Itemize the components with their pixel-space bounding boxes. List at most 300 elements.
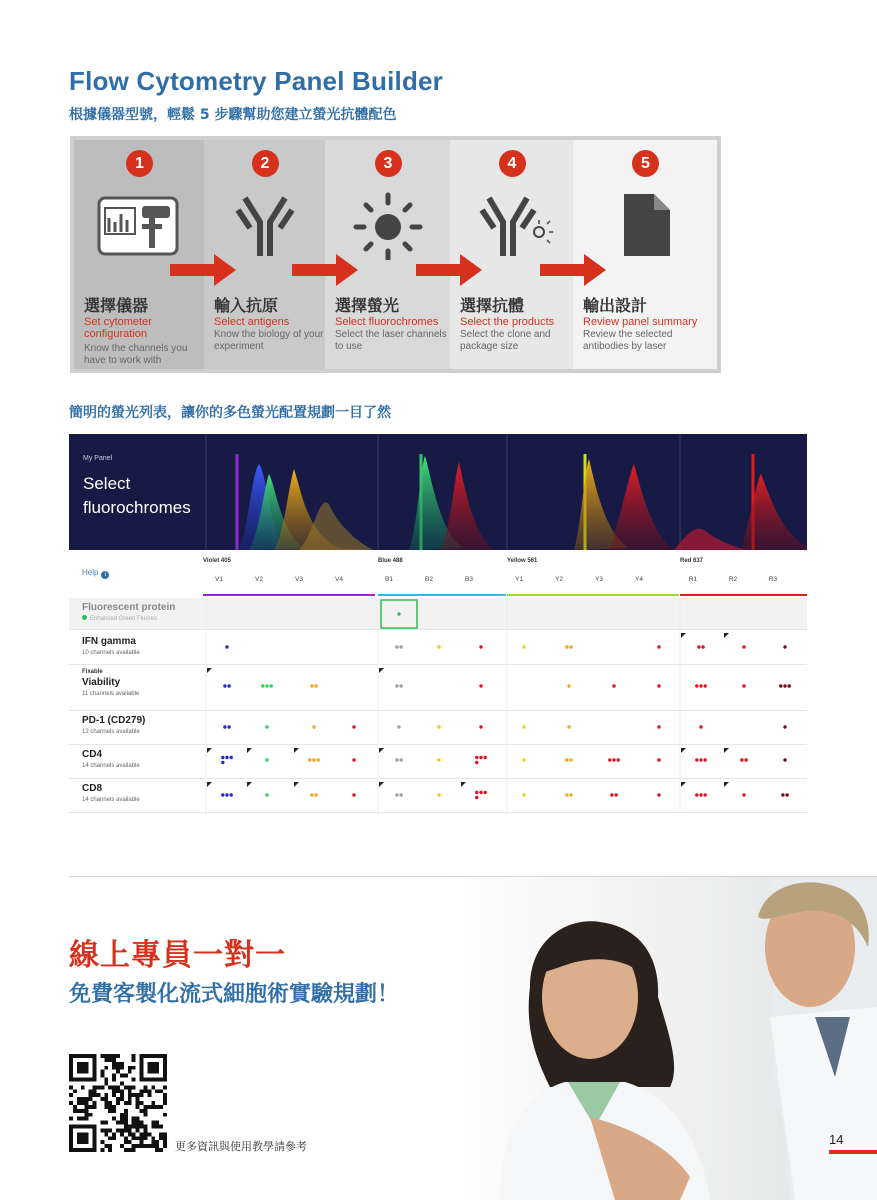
qr-module [77,1132,89,1144]
availability-dot[interactable] [565,793,568,796]
availability-dot[interactable] [479,725,482,728]
qr-module [116,1101,120,1105]
corner-flag-icon [379,748,384,753]
qr-module [140,1125,144,1129]
steps-strip [70,136,721,373]
step-number: 4 [499,150,526,177]
qr-module [77,1101,81,1105]
qr-module [163,1140,167,1144]
qr-module [143,1089,147,1093]
row-prefix: Fixable [82,669,103,675]
availability-dot[interactable] [779,684,782,687]
availability-dot[interactable] [395,758,398,761]
qr-module [85,1101,89,1105]
channel-label[interactable]: V4 [335,576,343,583]
qr-module [112,1074,116,1078]
availability-dot[interactable] [314,684,317,687]
qr-module [124,1101,128,1105]
availability-dot[interactable] [657,645,660,648]
channel-label[interactable]: B2 [425,576,433,583]
qr-module [151,1121,155,1125]
step-desc: Know the biology of your experiment [214,329,324,352]
row-name: CD4 [82,749,103,760]
channel-label[interactable]: R1 [688,576,698,583]
availability-dot[interactable] [742,645,745,648]
qr-module [151,1105,155,1109]
step-desc: Know the channels you have to work with [84,343,188,366]
step-number: 3 [375,150,402,177]
qr-module [147,1089,151,1093]
qr-module [143,1132,147,1136]
row-sub: 11 channels available [82,691,140,697]
qr-module [112,1078,116,1082]
qr-module [159,1089,163,1093]
qr-module [108,1054,112,1058]
qr-module [89,1093,93,1097]
qr-module [128,1097,132,1101]
availability-dot[interactable] [484,791,487,794]
qr-module [96,1093,100,1097]
availability-dot[interactable] [352,793,355,796]
qr-module [85,1117,89,1121]
qr-module [112,1093,116,1097]
availability-dot[interactable] [270,684,273,687]
qr-module [100,1070,104,1074]
qr-module [81,1117,85,1121]
qr-module [69,1085,73,1089]
corner-flag-icon [294,748,299,753]
qr-module [128,1089,132,1093]
qr-module [100,1097,104,1101]
info-icon: i [101,571,109,579]
qr-module [73,1105,77,1109]
step-number: 2 [252,150,279,177]
antibody-light-icon [467,190,557,260]
availability-dot[interactable] [783,758,786,761]
availability-dot[interactable] [479,645,482,648]
qr-module [140,1144,144,1148]
qr-module [112,1066,116,1070]
qr-module [155,1148,159,1152]
availability-dot[interactable] [399,758,402,761]
channel-label[interactable]: B1 [385,576,393,583]
availability-dot[interactable] [522,725,525,728]
availability-dot[interactable] [484,756,487,759]
availability-dot[interactable] [783,725,786,728]
qr-module [100,1074,104,1078]
availability-dot[interactable] [479,684,482,687]
qr-module [136,1121,140,1125]
availability-dot[interactable] [399,645,402,648]
availability-dot[interactable] [230,793,233,796]
step-title-en: Select fluorochromes [335,316,439,328]
step-desc: Review the selected antibodies by laser [583,329,673,352]
qr-module [140,1132,144,1136]
qr-module [124,1121,128,1125]
qr-module [136,1128,140,1132]
availability-dot[interactable] [223,684,226,687]
availability-dot[interactable] [352,758,355,761]
corner-flag-icon [724,782,729,787]
availability-dot[interactable] [230,756,233,759]
availability-dot[interactable] [612,758,615,761]
availability-dot[interactable] [699,684,702,687]
qr-module [143,1136,147,1140]
qr-module [108,1109,112,1113]
availability-dot[interactable] [569,793,572,796]
qr-module [108,1128,112,1132]
qr-module [128,1070,132,1074]
availability-dot[interactable] [352,725,355,728]
availability-dot[interactable] [788,684,791,687]
qr-module [120,1089,124,1093]
qr-module [124,1136,128,1140]
row-name: Viability [82,677,121,688]
availability-dot[interactable] [221,756,224,759]
qr-module [163,1097,167,1101]
availability-dot[interactable] [475,756,478,759]
qr-module [69,1093,73,1097]
step-desc: Select the laser channels to use [335,329,447,352]
availability-dot[interactable] [783,684,786,687]
corner-flag-icon [294,782,299,787]
qr-module [77,1062,89,1074]
availability-dot[interactable] [395,793,398,796]
qr-module [155,1144,159,1148]
qr-module [124,1113,128,1117]
channel-label[interactable]: Y3 [595,576,603,583]
availability-dot[interactable] [312,725,315,728]
channel-label[interactable]: V3 [295,576,303,583]
availability-dot[interactable] [565,758,568,761]
qr-module [112,1105,116,1109]
corner-flag-icon [681,782,686,787]
qr-module [124,1140,128,1144]
availability-dot[interactable] [475,791,478,794]
availability-dot[interactable] [308,758,311,761]
availability-dot[interactable] [657,793,660,796]
qr-module [151,1136,155,1140]
availability-dot[interactable] [265,725,268,728]
availability-dot[interactable] [701,645,704,648]
qr-module [143,1109,147,1113]
qr-module [89,1089,93,1093]
corner-flag-icon [461,782,466,787]
availability-dot[interactable] [699,793,702,796]
qr-module [77,1117,81,1121]
qr-module [104,1054,108,1058]
qr-module [151,1140,155,1144]
qr-module [81,1101,85,1105]
availability-dot[interactable] [522,645,525,648]
step-number: 1 [126,150,153,177]
qr-module [147,1144,151,1148]
availability-dot[interactable] [225,756,228,759]
qr-module [112,1054,116,1058]
availability-dot[interactable] [437,793,440,796]
availability-dot[interactable] [565,645,568,648]
laser-name: Violet 405 [203,558,231,564]
availability-dot[interactable] [221,793,224,796]
qr-caption: 更多資訊與使用教學請參考 [175,1140,307,1153]
qr-module [132,1066,136,1070]
qr-module [108,1105,112,1109]
qr-module [93,1105,97,1109]
qr-module [155,1121,159,1125]
step-title-en: Set cytometer configuration [84,316,152,340]
qr-module [132,1132,136,1136]
qr-module [77,1109,81,1113]
step-desc: Select the clone and package size [460,329,551,352]
qr-module [100,1121,104,1125]
qr-module [140,1089,144,1093]
qr-module [85,1113,89,1117]
availability-dot[interactable] [781,793,784,796]
corner-flag-icon [379,782,384,787]
qr-module [93,1093,97,1097]
channel-label[interactable]: Y2 [555,576,563,583]
availability-dot[interactable] [475,796,478,799]
availability-dot[interactable] [261,684,264,687]
qr-module [163,1093,167,1097]
qr-module [85,1105,89,1109]
page-subtitle: 根據儀器型號，輕鬆 5 步驟幫助您建立螢光抗體配色 [69,107,397,123]
step-title-en: Select the products [460,316,555,328]
availability-dot[interactable] [657,758,660,761]
row-sub: 14 channels available [82,797,140,803]
qr-module [163,1101,167,1105]
availability-dot[interactable] [479,756,482,759]
qr-module [96,1085,100,1089]
availability-dot[interactable] [740,758,743,761]
availability-dot[interactable] [569,645,572,648]
qr-module [132,1078,136,1082]
availability-dot[interactable] [704,758,707,761]
availability-dot[interactable] [225,793,228,796]
availability-dot[interactable] [704,684,707,687]
qr-module [147,1062,159,1074]
my-panel-label: My Panel [83,455,113,462]
qr-module [147,1093,151,1097]
availability-dot[interactable] [265,758,268,761]
sun-icon [343,190,433,260]
qr-module [163,1132,167,1136]
availability-dot[interactable] [695,684,698,687]
availability-dot[interactable] [742,793,745,796]
qr-module [104,1097,108,1101]
qr-module [140,1140,144,1144]
availability-dot[interactable] [610,793,613,796]
qr-module [132,1121,136,1125]
availability-dot[interactable] [225,645,228,648]
qr-module [155,1125,159,1129]
availability-dot[interactable] [479,791,482,794]
qr-module [159,1132,163,1136]
help-label: Help [82,568,99,577]
qr-module [120,1066,124,1070]
availability-dot[interactable] [697,645,700,648]
availability-dot[interactable] [617,758,620,761]
channel-label[interactable]: R2 [728,576,738,583]
qr-module [128,1101,132,1105]
qr-module [104,1128,108,1132]
row-name: Fluorescent protein [82,602,176,613]
qr-module [112,1117,116,1121]
qr-module [104,1058,108,1062]
qr-module [143,1125,147,1129]
availability-dot[interactable] [265,793,268,796]
step-title-en: Review panel summary [583,316,698,328]
qr-module [132,1144,136,1148]
availability-dot[interactable] [699,725,702,728]
availability-dot[interactable] [783,645,786,648]
corner-flag-icon [207,782,212,787]
qr-module [120,1117,124,1121]
qr-module [147,1132,151,1136]
channel-label[interactable]: B3 [465,576,473,583]
availability-dot[interactable] [567,725,570,728]
channel-label[interactable]: V2 [255,576,263,583]
qr-module [116,1128,120,1132]
availability-dot[interactable] [310,684,313,687]
availability-dot[interactable] [314,793,317,796]
qr-code[interactable] [69,1054,167,1152]
qr-module [163,1113,167,1117]
availability-dot[interactable] [317,758,320,761]
availability-dot[interactable] [437,725,440,728]
qr-module [159,1148,163,1152]
qr-module [104,1121,108,1125]
channel-label[interactable]: V1 [215,576,223,583]
availability-dot[interactable] [395,684,398,687]
qr-module [163,1085,167,1089]
qr-module [143,1085,147,1089]
qr-module [73,1109,77,1113]
qr-module [136,1093,140,1097]
availability-dot[interactable] [399,793,402,796]
qr-module [120,1093,124,1097]
availability-dot[interactable] [397,612,400,615]
arrow-icon [416,252,484,288]
availability-dot[interactable] [612,684,615,687]
availability-dot[interactable] [614,793,617,796]
corner-flag-icon [247,782,252,787]
availability-dot[interactable] [475,761,478,764]
qr-module [116,1054,120,1058]
availability-dot[interactable] [699,758,702,761]
availability-dot[interactable] [310,793,313,796]
availability-dot[interactable] [399,684,402,687]
corner-flag-icon [681,748,686,753]
qr-module [100,1148,104,1152]
qr-module [108,1058,112,1062]
channel-label[interactable]: Y1 [515,576,523,583]
qr-module [124,1148,128,1152]
step-title-zh: 選擇抗體 [460,296,525,315]
channel-label[interactable]: R3 [768,576,778,583]
qr-module [112,1085,116,1089]
qr-module [116,1070,120,1074]
availability-dot[interactable] [608,758,611,761]
availability-dot[interactable] [744,758,747,761]
qr-module [124,1128,128,1132]
availability-dot[interactable] [657,725,660,728]
availability-dot[interactable] [569,758,572,761]
qr-module [143,1113,147,1117]
availability-dot[interactable] [742,684,745,687]
step-title-zh: 選擇儀器 [84,296,149,315]
fp-sub-label: Enhanced Green Fluores [90,616,158,622]
availability-dot[interactable] [395,645,398,648]
row-name: IFN gamma [82,636,136,647]
qr-module [77,1097,81,1101]
qr-module [108,1101,112,1105]
qr-module [120,1121,124,1125]
qr-module [128,1128,132,1132]
qr-module [104,1105,108,1109]
availability-dot[interactable] [227,684,230,687]
qr-module [89,1113,93,1117]
availability-dot[interactable] [312,758,315,761]
row-sub: 12 channels available [82,729,140,735]
availability-dot[interactable] [227,725,230,728]
availability-dot[interactable] [567,684,570,687]
availability-dot[interactable] [437,758,440,761]
qr-module [85,1109,89,1113]
qr-module [155,1140,159,1144]
availability-dot[interactable] [704,793,707,796]
qr-module [116,1097,120,1101]
availability-dot[interactable] [265,684,268,687]
availability-dot[interactable] [437,645,440,648]
qr-module [93,1089,97,1093]
qr-module [93,1085,97,1089]
qr-module [81,1097,85,1101]
page-number: 14 [829,1132,844,1147]
qr-module [136,1097,140,1101]
qr-module [104,1081,108,1085]
qr-module [120,1113,124,1117]
qr-module [89,1105,93,1109]
qr-module [120,1132,124,1136]
qr-module [151,1144,155,1148]
qr-module [151,1085,155,1089]
row-sub: 10 channels available [82,650,140,656]
qr-module [112,1062,116,1066]
qr-module [116,1089,120,1093]
qr-module [69,1117,73,1121]
availability-dot[interactable] [221,761,224,764]
channel-label[interactable]: Y4 [635,576,643,583]
availability-dot[interactable] [522,758,525,761]
arrow-icon [292,252,360,288]
page-title: Flow Cytometry Panel Builder [69,66,444,96]
qr-module [155,1105,159,1109]
availability-dot[interactable] [397,725,400,728]
availability-dot[interactable] [695,793,698,796]
qr-module [132,1058,136,1062]
availability-dot[interactable] [785,793,788,796]
availability-dot[interactable] [522,793,525,796]
qr-module [136,1101,140,1105]
qr-module [155,1089,159,1093]
qr-module [136,1144,140,1148]
availability-dot[interactable] [223,725,226,728]
qr-module [143,1144,147,1148]
availability-dot[interactable] [695,758,698,761]
row-sub: 14 channels available [82,763,140,769]
availability-dot[interactable] [657,684,660,687]
